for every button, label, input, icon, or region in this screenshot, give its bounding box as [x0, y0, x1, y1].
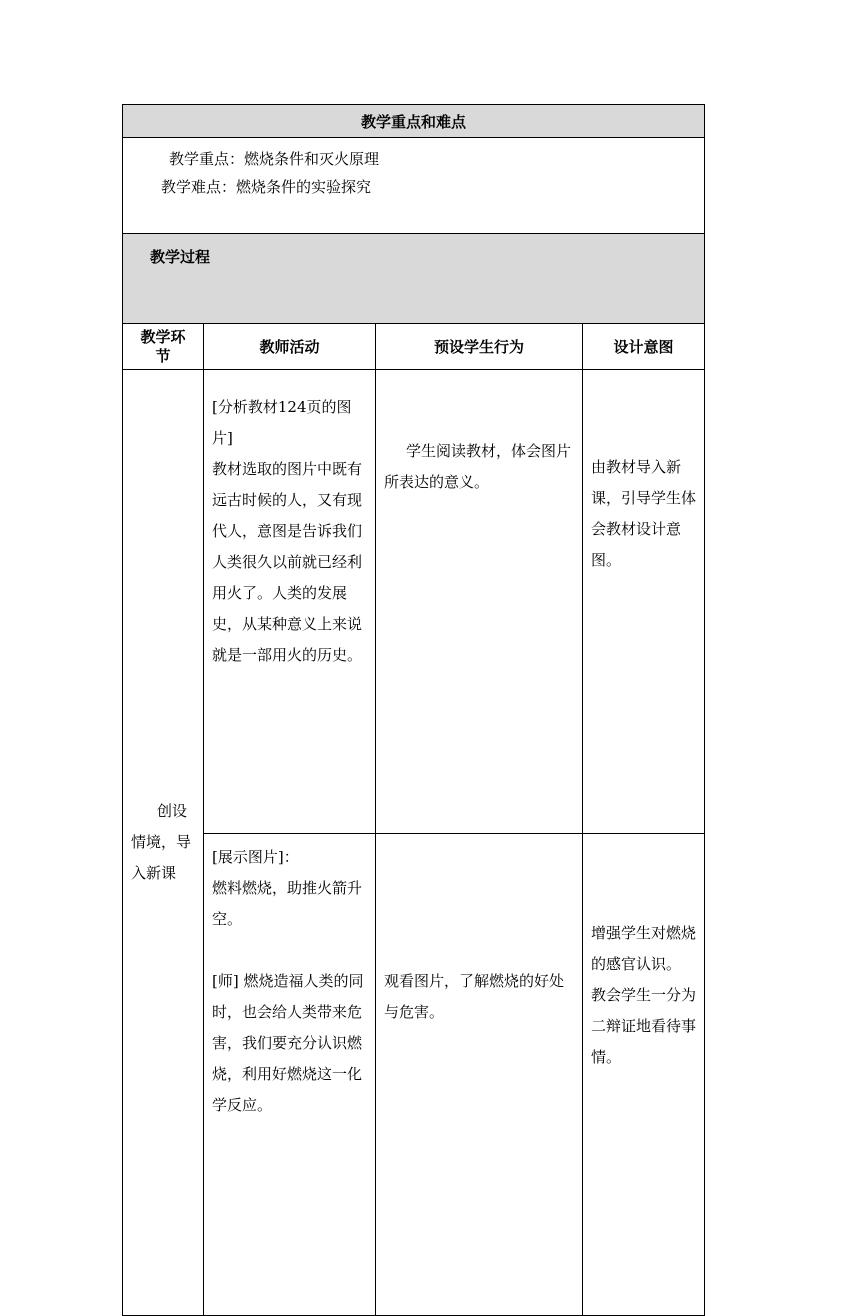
teacher-activity-2: [展示图片]： 燃料燃烧，助推火箭升空。 [师] 燃烧造福人类的同时，也会给人类带来危害，我们要充分认识燃烧，利用好燃烧这一化学反应。	[204, 834, 376, 1316]
student-behavior-2: 观看图片，了解燃烧的好处与危害。	[376, 834, 583, 1316]
col-header-design: 设计意图	[583, 324, 705, 370]
stage-cell: 创设情境，导入新课	[123, 370, 204, 1316]
process-label: 教学过程	[150, 248, 211, 266]
design-intent-1: 由教材导入新课，引导学生体会教材设计意图。	[583, 370, 705, 834]
teacher-activity-1: [分析教材124页的图片] 教材选取的图片中既有远古时候的人，又有现代人，意图是告诉我们人类很久以前就已经利用火了。人类的发展史，从某种意义上来说就是一部用火的历史。	[204, 370, 376, 834]
key-point-text: 教学重点：燃烧条件和灭火原理	[169, 150, 380, 168]
student-behavior-1: 学生阅读教材，体会图片所表达的意义。	[376, 370, 583, 834]
focus-cell	[123, 138, 705, 234]
design-intent-2: 增强学生对燃烧的感官认识。 教会学生一分为二辩证地看待事情。	[583, 834, 705, 1316]
difficulty-text: 教学难点：燃烧条件的实验探究	[161, 178, 372, 196]
section-title: 教学重点和难点	[123, 105, 705, 138]
col-header-student: 预设学生行为	[376, 324, 583, 370]
lesson-plan-table	[122, 104, 705, 1316]
col-header-stage: 教学环节	[123, 324, 204, 370]
col-header-teacher: 教师活动	[204, 324, 376, 370]
process-header	[123, 234, 705, 324]
